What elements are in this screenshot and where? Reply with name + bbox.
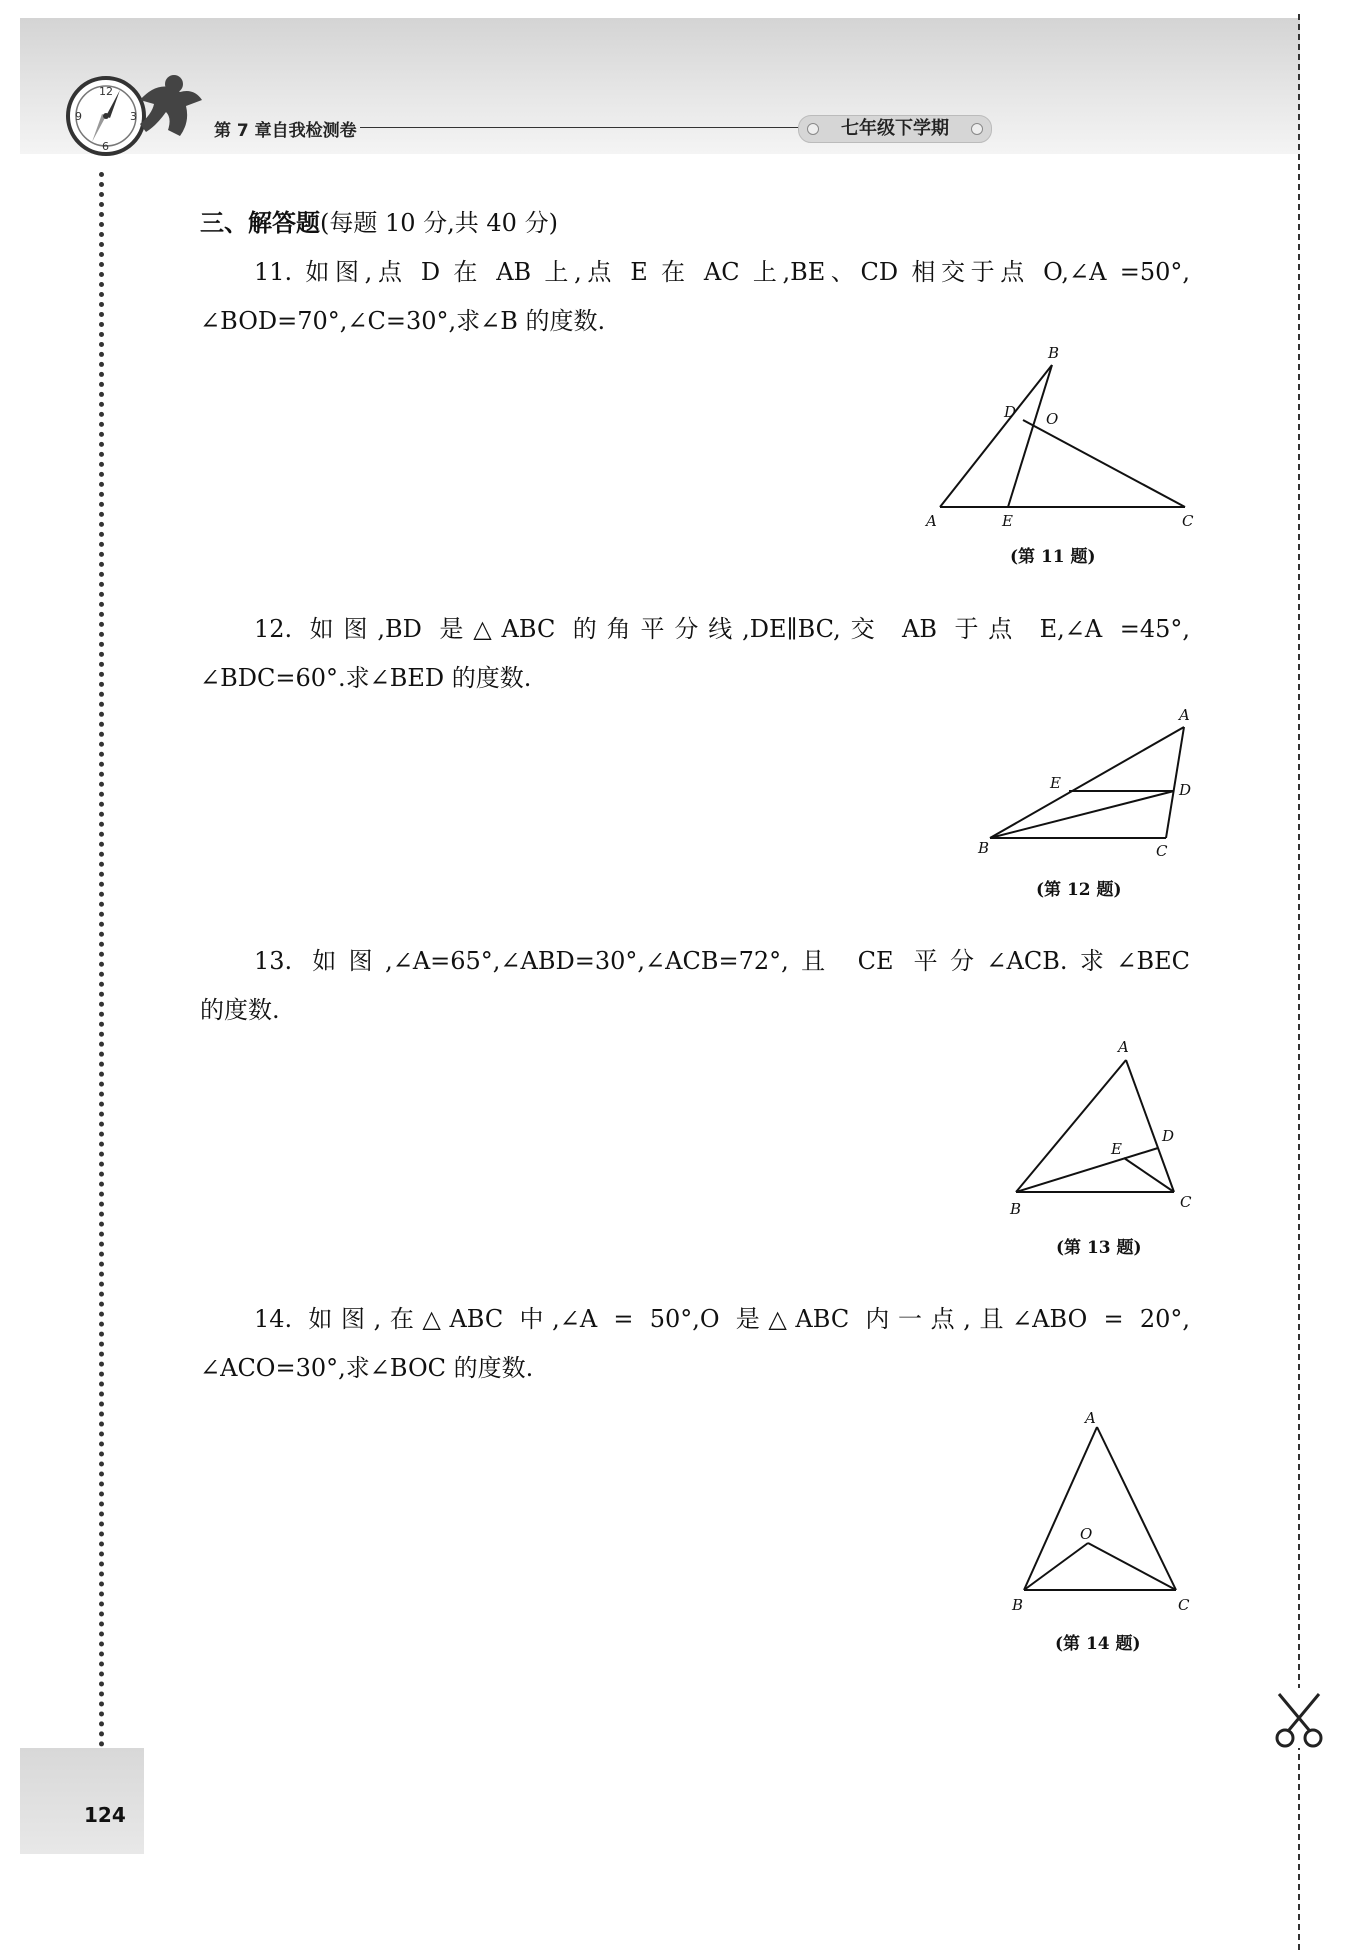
segment-be [1008, 365, 1052, 507]
question-14-line-1: 14. 如图,在△ABC 中,∠A = 50°,O 是△ABC 内一点,且∠ABO = 20°, [254, 1305, 1190, 1333]
segment-ba [1016, 1060, 1126, 1192]
label-c: C [1178, 1596, 1190, 1614]
segment-ec [1124, 1158, 1174, 1192]
label-b: B [1048, 344, 1060, 362]
figure-13 [1000, 1030, 1210, 1230]
figure-12 [970, 705, 1210, 865]
label-c: C [1156, 842, 1168, 860]
binding-dotted-line [99, 172, 104, 1748]
section-title [200, 203, 558, 238]
section-title-text: 三、解答题 [200, 208, 320, 237]
question-11-line-1: 11. 如图,点 D 在 AB 上,点 E 在 AC 上,BE、CD 相交于点 O,∠A =50°, [254, 258, 1190, 286]
chapter-label: 第 7 章自我检测卷 [214, 121, 357, 141]
clock-runner-logo-icon [62, 70, 212, 162]
segment-ba [1024, 1427, 1097, 1590]
grade-pill [798, 115, 992, 143]
label-d: D [1179, 781, 1192, 799]
svg-text:12: 12 [99, 85, 113, 98]
label-e: E [1050, 774, 1061, 792]
segment-ac [1097, 1427, 1176, 1590]
caption-14: (第 14 题) [1055, 1634, 1141, 1654]
segment-bd [990, 791, 1174, 838]
label-a: A [1179, 706, 1190, 724]
question-11-line-2: ∠BOD=70°,∠C=30°,求∠B 的度数. [200, 307, 606, 335]
label-c: C [1180, 1193, 1192, 1211]
caption-11: (第 11 题) [1010, 547, 1096, 567]
question-12-line-2: ∠BDC=60°.求∠BED 的度数. [200, 664, 532, 692]
figure-11 [920, 340, 1210, 540]
label-c: C [1182, 512, 1194, 530]
svg-text:6: 6 [102, 140, 109, 153]
label-a: A [1085, 1409, 1096, 1427]
page-number: 124 [84, 1803, 126, 1827]
section-points-note: (每题 10 分,共 40 分) [320, 209, 558, 237]
label-b: B [1012, 1596, 1024, 1614]
question-13-line-1: 13. 如图,∠A=65°,∠ABD=30°,∠ACB=72°,且 CE 平分∠ACB.求∠BEC [254, 947, 1190, 975]
segment-oc [1088, 1543, 1176, 1590]
segment-ba [990, 727, 1184, 838]
scissors-icon [1271, 1688, 1327, 1748]
pill-right-dot [971, 123, 983, 135]
cut-dashed-line [1298, 14, 1300, 1950]
caption-12: (第 12 题) [1036, 880, 1122, 900]
header-band [20, 18, 1300, 154]
label-e: E [1111, 1140, 1122, 1158]
grade-label: 七年级下学期 [841, 118, 949, 139]
label-d: D [1004, 403, 1017, 421]
label-a: A [1118, 1038, 1129, 1056]
label-b: B [1010, 1200, 1022, 1218]
question-14-line-2: ∠ACO=30°,求∠BOC 的度数. [200, 1354, 534, 1382]
caption-13: (第 13 题) [1056, 1238, 1142, 1258]
label-b: B [978, 839, 990, 857]
svg-text:9: 9 [75, 110, 82, 123]
question-13-line-2: 的度数. [200, 996, 280, 1024]
segment-ac [1126, 1060, 1174, 1192]
label-a: A [926, 512, 937, 530]
segment-bd [1016, 1148, 1158, 1192]
svg-text:3: 3 [130, 110, 137, 123]
figure-14 [1000, 1405, 1210, 1625]
page-number-box [20, 1748, 144, 1854]
label-d: D [1162, 1127, 1175, 1145]
segment-dc [1023, 420, 1185, 507]
segment-ab [940, 365, 1052, 507]
header-rule [360, 127, 800, 128]
label-o: O [1080, 1525, 1093, 1543]
label-o: O [1046, 410, 1059, 428]
label-e: E [1002, 512, 1013, 530]
question-12-line-1: 12. 如图,BD 是△ABC 的角平分线,DE∥BC,交 AB 于点 E,∠A =45°, [254, 615, 1190, 643]
